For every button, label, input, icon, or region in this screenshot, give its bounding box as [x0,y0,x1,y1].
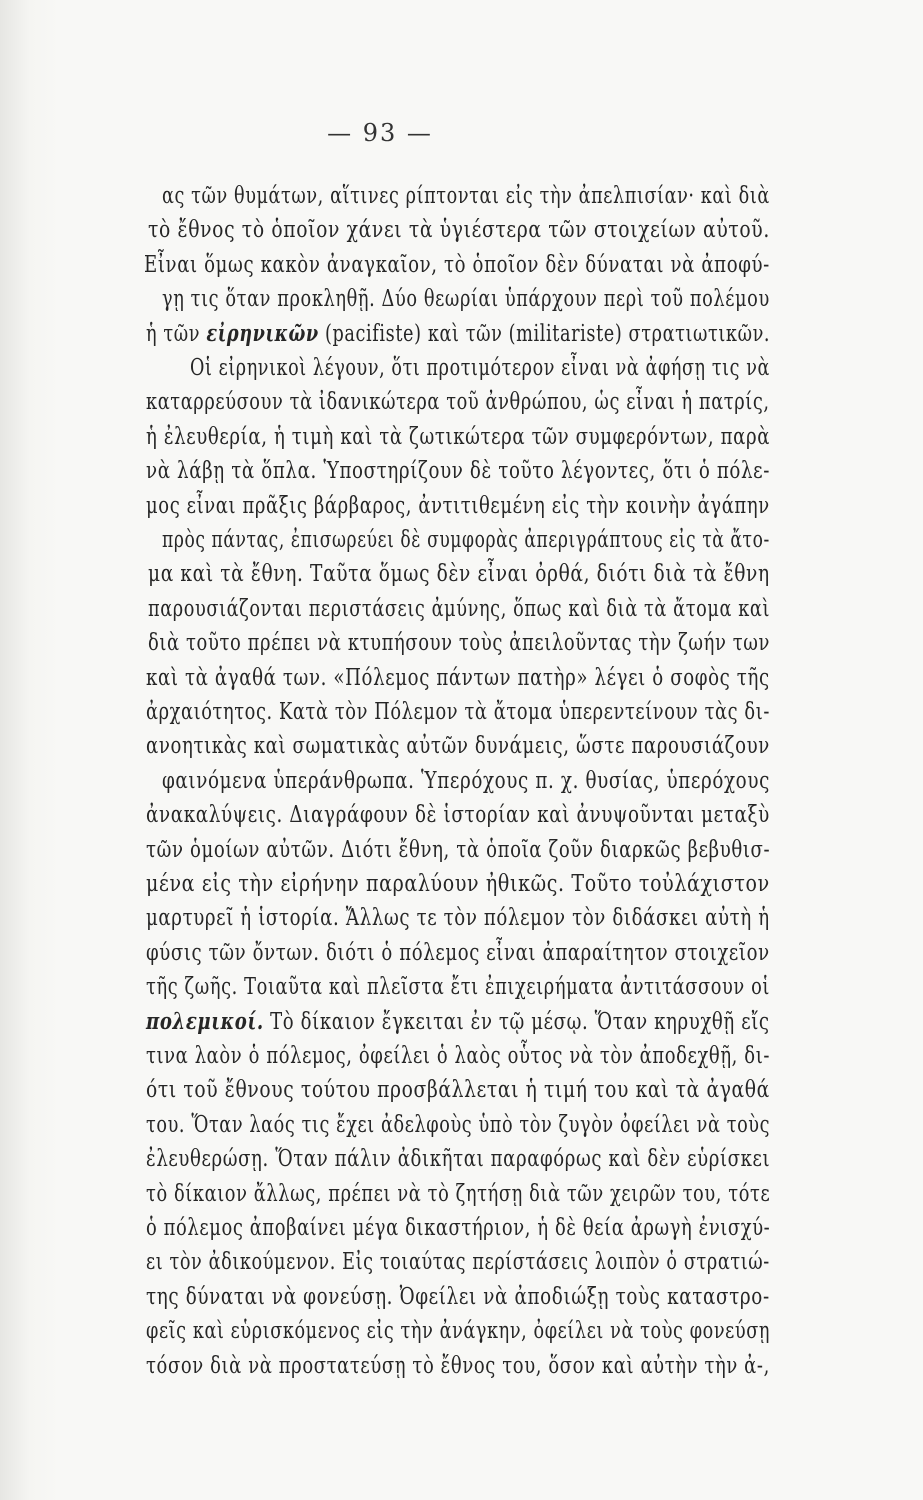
text-line [146,902,770,932]
line-text: διὰ τοῦτο πρέπει νὰ κτυπήσουν τοὺς ἀπειλοῦντας τὴν ζωήν των [148,628,771,657]
text-line [146,386,770,416]
line-text: μαρτυρεῖ ἡ ἱστορία. Ἄλλως τε τὸν πόλεμον τὸν διδάσκει αὐτὴ ἡ [146,903,770,932]
text-line [146,1006,770,1036]
line-text: φεῖς καὶ εὑρισκόμενος εἰς τὴν ἀνάγκην, ὀφείλει νὰ τοὺς φονεύσῃ [146,1316,771,1345]
text-line [146,1040,770,1070]
emphasized-term: εἰρηνικῶν [206,318,319,347]
line-text: φαινόμενα ὑπεράνθρωπα. Ὑπερόχους π. χ. θυσίας, ὑπερόχους [162,765,770,794]
line-text: τὸ δίκαιον ἄλλως, πρέπει νὰ τὸ ζητήσῃ διὰ τῶν χειρῶν του, τότε [146,1178,771,1207]
text-line [146,834,770,864]
text-line [162,524,770,554]
line-text: ανοητικὰς καὶ σωματικὰς αὐτῶν δυνάμεις, ὥστε παρουσιάζουν [146,731,770,760]
text-line [146,1281,770,1311]
text-line [146,971,770,1001]
text-line [146,1109,770,1139]
text-line [146,937,770,967]
text-line [146,1350,770,1380]
text-line [146,799,770,829]
text-line [146,696,770,726]
line-text: ότι τοῦ ἔθνους τούτου προσβάλλεται ἡ τιμή του καὶ τὰ ἀγαθά [146,1075,770,1104]
text-line [146,421,770,451]
text-line [148,593,770,623]
line-text: ἡ ἐλευθερία, ἡ τιμὴ καὶ τὰ ζωτικώτερα τῶν συμφερόντων, παρὰ [146,421,771,450]
text-line [146,455,770,485]
text-line [162,180,770,210]
line-text: ἀρχαιότητος. Κατὰ τὸν Πόλεμον τὰ ἄτομα ὑπερεντείνουν τὰς δι- [146,697,770,725]
text-line [148,558,770,588]
line-text: καταρρεύσουν τὰ ἰδανικώτερα τοῦ ἀνθρώπου, ὡς εἶναι ἡ πατρίς, [146,387,770,416]
line-text: πρὸς πάντας, ἐπισωρεύει δὲ συμφορὰς ἀπεριγράπτους εἰς τὰ ἄτο- [162,525,770,553]
line-text: ἐλευθερώσῃ. Ὅταν πάλιν ἀδικῆται παραφόρως καὶ δὲν εὑρίσκει [146,1144,771,1173]
text-line [146,662,770,692]
line-text: τῶν ὁμοίων αὐτῶν. Διότι ἔθνη, τὰ ὁποῖα ζοῦν διαρκῶς βεβυθισ- [146,834,771,863]
line-text-continued: (pacifiste) καὶ τῶν (militariste) στρατιωτικῶν. [318,318,771,347]
text-line [146,1212,770,1242]
line-text: ἡ τῶν [146,318,207,347]
text-line [146,868,770,898]
text-line [146,1246,770,1276]
line-text: ας τῶν θυμάτων, αἵτινες ρίπτονται εἰς τὴν ἀπελπισίαν· καὶ διὰ [162,181,770,209]
text-line [146,1315,770,1345]
text-line [146,730,770,760]
line-text-continued: Τὸ δίκαιον ἔγκειται ἐν τῷ μέσῳ. Ὅταν κηρυχθῇ εἴς [263,1006,770,1035]
text-line [144,249,770,279]
text-line [162,283,770,313]
line-text: γῃ τις ὅταν προκληθῇ. Δύο θεωρίαι ὑπάρχουν περὶ τοῦ πολέμου [162,284,770,313]
text-line [146,1074,770,1104]
line-text: ὁ πόλεμος ἀποβαίνει μέγα δικαστήριον, ἡ δὲ θεία ἀρωγὴ ἐνισχύ- [146,1213,771,1241]
text-line [190,352,770,382]
line-text: του. Ὅταν λαός τις ἔχει ἀδελφοὺς ὑπὸ τὸν ζυγὸν ὀφείλει νὰ τοὺς [146,1109,771,1138]
text-line [148,627,770,657]
line-text: φύσις τῶν ὄντων. διότι ὁ πόλεμος εἶναι ἀπαραίτητον στοιχεῖον [146,937,770,966]
line-text: μένα εἰς τὴν εἰρήνην παραλύουν ἠθικῶς. Τοῦτο τοὐλάχιστον [146,869,770,897]
line-text: τῆς ζωῆς. Τοιαῦτα καὶ πλεῖστα ἔτι ἐπιχειρήματα ἀντιτάσσουν οἱ [146,972,770,1001]
line-text: καὶ τὰ ἀγαθά των. «Πόλεμος πάντων πατὴρ» λέγει ὁ σοφὸς τῆς [146,662,770,691]
text-line [146,318,770,348]
text-line [148,214,770,244]
line-text: μος εἶναι πρᾶξις βάρβαρος, ἀντιτιθεμένη εἰς τὴν κοινὴν ἀγάπην [146,490,770,519]
line-text: μα καὶ τὰ ἔθνη. Ταῦτα ὅμως δὲν εἶναι ὀρθά, διότι διὰ τὰ ἔθνη [148,559,770,588]
line-text: ει τὸν ἀδικούμενον. Εἰς τοιαύτας περίστάσεις λοιπὸν ὁ στρατιώ- [146,1247,770,1276]
line-text: τόσον διὰ νὰ προστατεύσῃ τὸ ἔθνος του, ὅσον καὶ αὐτὴν τὴν ἀ-, [146,1350,770,1379]
line-text: Εἶναι ὅμως κακὸν ἀναγκαῖον, τὸ ὁποῖον δὲν δύναται νὰ ἀποφύ- [144,249,770,278]
line-text: Οἱ εἰρηνικοὶ λέγουν, ὅτι προτιμότερον εἶναι νὰ ἀφήσῃ τις νὰ [190,353,770,381]
text-line [146,490,770,520]
line-text: τινα λαὸν ὁ πόλεμος, ὀφείλει ὁ λαὸς οὗτος νὰ τὸν ἀποδεχθῇ, δι- [146,1041,771,1069]
line-text: ἀνακαλύψεις. Διαγράφουν δὲ ἱστορίαν καὶ ἀνυψοῦνται μεταξὺ [146,800,770,829]
line-text: της δύναται νὰ φονεύσῃ. Ὀφείλει νὰ ἀποδιώξῃ τοὺς καταστρο- [146,1281,770,1310]
emphasized-term: πολεμικοί. [146,1006,264,1035]
line-text: νὰ λάβῃ τὰ ὅπλα. Ὑποστηρίζουν δὲ τοῦτο λέγοντες, ὅτι ὁ πόλε- [146,456,771,485]
page-number: — 93 — [327,119,433,147]
line-text: παρουσιάζονται περιστάσεις ἀμύνης, ὅπως καὶ διὰ τὰ ἄτομα καὶ [148,593,770,622]
text-line [146,1143,770,1173]
line-text: τὸ ἔθνος τὸ ὁποῖον χάνει τὰ ὑγιέστερα τῶν στοιχείων αὐτοῦ. [148,215,770,244]
text-line [146,1178,770,1208]
text-line [162,765,770,795]
